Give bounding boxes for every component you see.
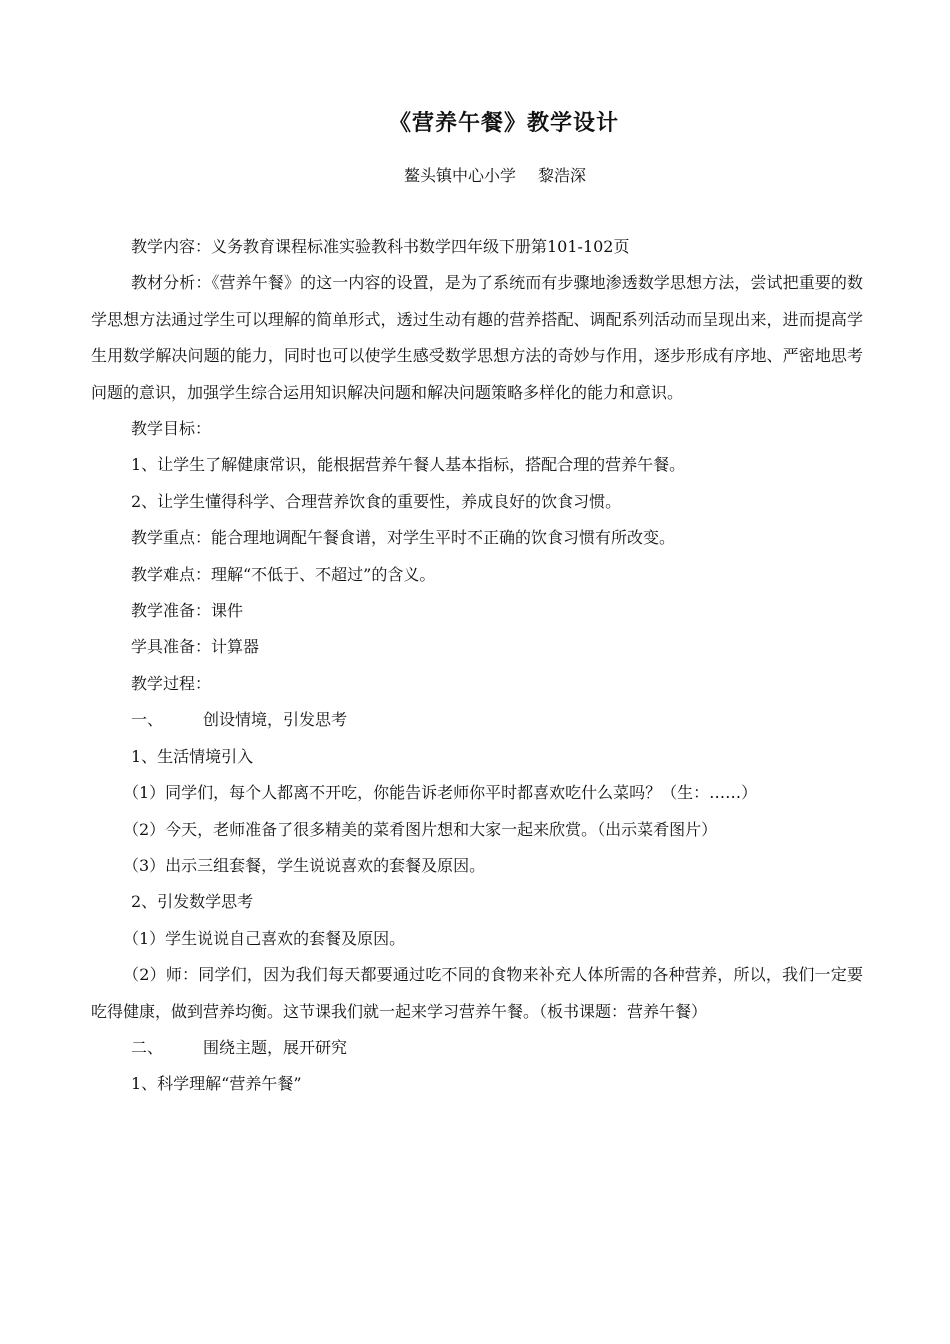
paragraph-step-1-1: （1）同学们，每个人都离不开吃，你能告诉老师你平时都喜欢吃什么菜吗？（生：……）: [123, 783, 758, 803]
paragraph-step-1-3: （3）出示三组套餐，学生说说喜欢的套餐及原因。: [123, 855, 486, 875]
section-heading-1: [91, 702, 863, 738]
paragraph-material-analysis: 教材分析：《营养午餐》的这一内容的设置，是为了系统而有步骤地渗透数学思想方法，尝试把重要的数学思想方法通过学生可以理解的简单形式，透过生动有趣的营养搭配、调配系列活动而呈现出来，进而提高学生用数学解决问题的能力，同时也可以使学生感受数学思想方法的奇妙与作用，逐步形成有序地、严密地思考问题的意识，加强学生综合运用知识解决问题和解决问题策略多样化的能力和意识。: [91, 273, 863, 402]
paragraph-goal-2: 2、让学生懂得科学、合理营养饮食的重要性，养成良好的饮食习惯。: [131, 491, 622, 511]
author-name: 黎浩深: [538, 166, 587, 185]
section-heading-2: [91, 1030, 863, 1066]
paragraph-step-2-1: （1）学生说说自己喜欢的套餐及原因。: [123, 928, 406, 948]
author-school: 鳌头镇中心小学: [403, 166, 516, 185]
paragraph-teaching-prep: 教学准备：课件: [131, 601, 244, 621]
document-author-line: [0, 163, 950, 186]
section-number-1: 一、: [131, 710, 164, 730]
document-title: 《营养午餐》教学设计: [388, 110, 619, 136]
paragraph-teaching-process: 教学过程：: [131, 673, 212, 693]
paragraph-step-2-science: 1、科学理解“营养午餐”: [131, 1074, 302, 1094]
section-number-2: 二、: [131, 1037, 164, 1057]
paragraph-goal-1: 1、让学生了解健康常识，能根据营养午餐人基本指标，搭配合理的营养午餐。: [131, 455, 686, 475]
paragraph-step-1: 1、生活情境引入: [131, 746, 254, 766]
section-title-2: 围绕主题，展开研究: [203, 1037, 348, 1057]
paragraph-step-2: 2、引发数学思考: [131, 892, 254, 912]
paragraph-key-point: 教学重点：能合理地调配午餐食谱，对学生平时不正确的饮食习惯有所改变。: [131, 528, 676, 548]
paragraph-step-2-2: （2）师：同学们，因为我们每天都要通过吃不同的食物来补充人体所需的各种营养，所以，我们一定要吃得健康，做到营养均衡。这节课我们就一起来学习营养午餐。（板书课题：营养午餐）: [91, 965, 863, 1021]
paragraph-teaching-goals: 教学目标：: [131, 419, 212, 439]
paragraph-teaching-content: 教学内容：义务教育课程标准实验教科书数学四年级下册第101-102页: [131, 237, 630, 256]
paragraph-step-1-2: （2）今天，老师准备了很多精美的菜肴图片想和大家一起来欣赏。（出示菜肴图片）: [123, 819, 718, 839]
paragraph-difficult-point: 教学难点：理解“不低于、不超过”的含义。: [131, 564, 436, 584]
paragraph-tool-prep: 学具准备：计算器: [131, 637, 260, 657]
section-title-1: 创设情境，引发思考: [203, 710, 348, 730]
document-body: [91, 229, 863, 1103]
